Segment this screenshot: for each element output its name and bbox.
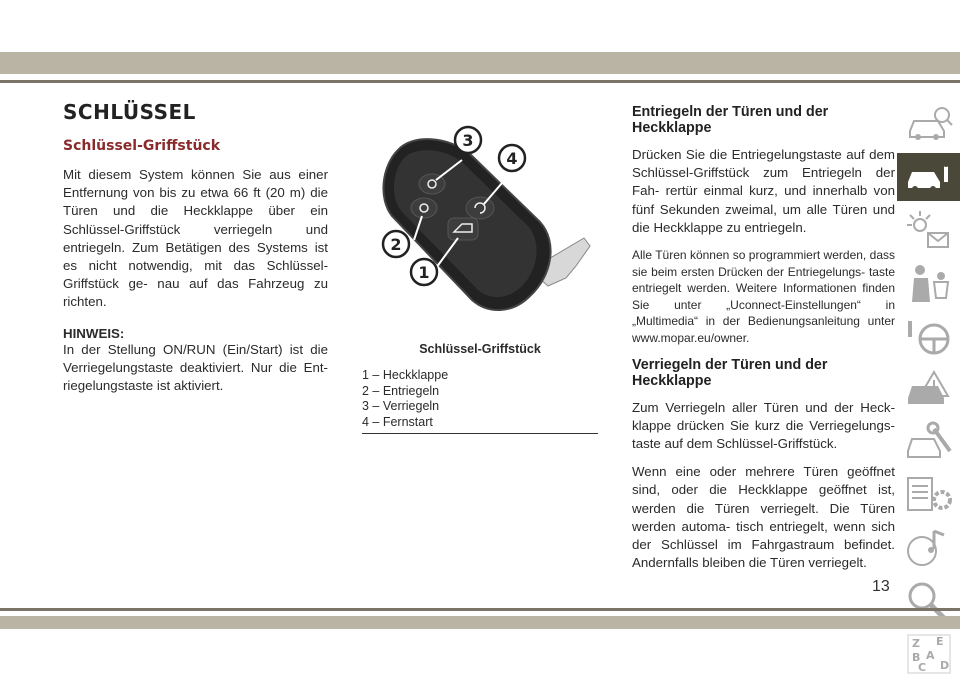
tab-index[interactable] — [897, 630, 960, 678]
note-label: HINWEIS: — [63, 325, 125, 341]
callout-2 — [383, 231, 409, 257]
header-band — [0, 52, 960, 74]
svg-text:3: 3 — [462, 131, 474, 150]
multimedia-icon — [904, 527, 954, 569]
legend-item: 4 – Fernstart — [362, 414, 433, 429]
svg-text:B: B — [911, 651, 920, 664]
page-number: 13 — [872, 578, 890, 595]
svg-text:2: 2 — [390, 235, 402, 254]
callout-4 — [499, 145, 525, 171]
wrench-car-icon — [904, 421, 954, 463]
footer-rule — [0, 608, 960, 611]
legend-item: 1 – Heckklappe — [362, 368, 449, 382]
legend-item: 3 – Verriegeln — [362, 399, 440, 413]
tab-safety[interactable] — [897, 259, 960, 307]
tab-multimedia[interactable] — [897, 524, 960, 572]
tab-wrench-car[interactable] — [897, 418, 960, 466]
legend-divider — [362, 433, 598, 434]
steering-wheel-icon — [904, 315, 954, 357]
tab-car-info[interactable] — [897, 100, 960, 148]
index-az-icon — [904, 633, 954, 675]
svg-text:D: D — [939, 659, 949, 672]
car-emergency-icon — [904, 368, 954, 410]
lock-section-title: Verriegeln der Türen und der Heckklappe — [632, 356, 828, 389]
tab-warning-lights[interactable] — [897, 206, 960, 254]
unlock-paragraph: Drücken Sie die Entriegelungstaste auf dem Schlüssel-Griffstück zum Entriegeln der Fah- rertür einmal kurz, und innerhalb von fünf Sekunden zweimal, um alle Türen und die Heckklappe zu entriegeln. — [632, 147, 895, 235]
figure-caption: Schlüssel-Griffstück — [419, 342, 541, 356]
lock-detail-paragraph: Wenn eine oder mehrere Türen geöffnet sind, oder die Heckklappe geöffnet ist, werden die Türen verriegelt. Die Türen werden automa- tisch entriegelt, wenn sich der Schlüssel im Fahrgastraum befindet. Andernfalls bleiben die Türen verriegelt. — [632, 464, 895, 571]
header-rule — [0, 80, 960, 83]
safety-icon — [904, 262, 954, 304]
callout-3 — [455, 127, 481, 153]
svg-text:Z: Z — [911, 637, 920, 650]
car-key-icon — [904, 156, 954, 198]
chapter-tabs — [897, 100, 960, 683]
tab-car-emergency[interactable] — [897, 365, 960, 413]
section-subtitle: Schlüssel-Griffstück — [63, 138, 221, 154]
left-column — [63, 100, 328, 395]
svg-text:E: E — [935, 635, 944, 648]
tab-specs-gear[interactable] — [897, 471, 960, 519]
page-title: SCHLÜSSEL — [63, 100, 196, 124]
unlock-programming-note: Alle Türen können so programmiert werden, dass sie beim ersten Drücken der Entriegelungs- taste entriegelt werden. Weitere Informationen finden Sie unter „Uconnect-Einstellungen“ in „Multimedia“ in der Bedienungsanleitung unter www.mopar.eu/owner. — [632, 248, 895, 345]
tab-steering-wheel[interactable] — [897, 312, 960, 360]
key-fob-figure — [362, 120, 598, 340]
svg-text:1: 1 — [418, 263, 430, 282]
car-info-icon — [904, 103, 954, 145]
callout-1 — [411, 259, 437, 285]
legend-item: 2 – Entriegeln — [362, 383, 440, 398]
svg-text:C: C — [917, 661, 926, 674]
key-fob-illustration — [362, 120, 598, 340]
warning-lights-icon — [904, 209, 954, 251]
figure-column — [362, 120, 598, 434]
intro-paragraph: Mit diesem System können Sie aus einer Entfernung von bis zu etwa 66 ft (20 m) die Türen und die Heckklappe über ein Schlüssel-Griffstück verriegeln und entriegeln. Zum Betätigen des Systems ist es nicht notwendig, mit das Schlüssel-Griffstück ge- nau auf das Fahrzeug zu richten. — [63, 167, 328, 310]
specs-gear-icon — [904, 474, 954, 516]
lock-paragraph: Zum Verriegeln aller Türen und der Heck- klappe drücken Sie kurz die Verriegelungs- taste auf dem Schlüssel-Griffstück. — [632, 399, 895, 451]
right-column — [632, 100, 895, 582]
footer-band — [0, 616, 960, 629]
unlock-section-title: Entriegeln der Türen und der Heckklappe — [632, 104, 829, 136]
note-text: In der Stellung ON/RUN (Ein/Start) ist die Verriegelungstaste deaktiviert. Nur die Ent- riegelungstaste ist aktiviert. — [63, 341, 328, 394]
svg-text:4: 4 — [506, 149, 518, 168]
tab-car-key[interactable] — [897, 153, 960, 201]
svg-text:A: A — [925, 649, 935, 662]
